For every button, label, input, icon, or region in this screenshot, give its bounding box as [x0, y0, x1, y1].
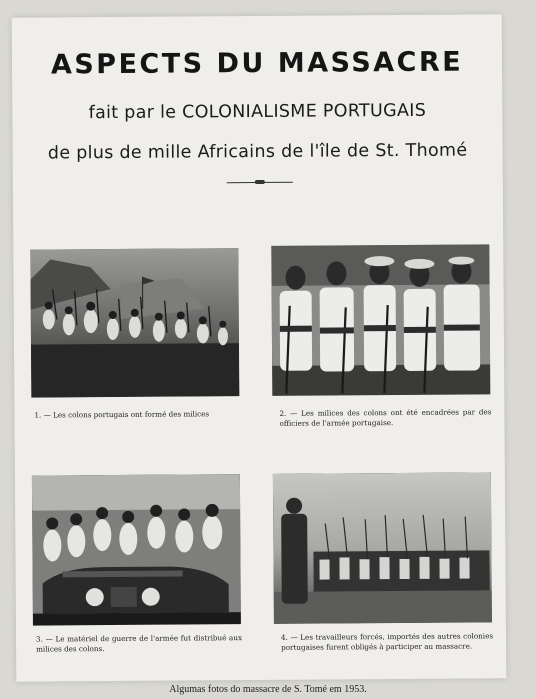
photo-3-war-material: [32, 474, 241, 625]
photo-1-militia-march: [30, 248, 239, 397]
ornamental-divider: [227, 182, 293, 183]
photo-4-caption: 4. — Les travailleurs forcés, importés des autres colonies portugaises furent obligés à participer au massacre.: [280, 631, 494, 652]
poster-subtitle-line-2: de plus de mille Africains de l'île de St. Thomé: [47, 140, 468, 164]
poster-title: ASPECTS DU MASSACRE: [50, 46, 464, 81]
poster-subtitle-line-1: fait par le COLONIALISME PORTUGAIS: [88, 100, 427, 124]
photo-1-caption: 1. — Les colons portugais ont formé des milices: [34, 409, 210, 420]
book-figure-caption: Algumas fotos do massacre de S. Tomé em 1953.: [169, 684, 367, 695]
photo-4-forced-workers: [273, 472, 492, 624]
poster-page: [12, 14, 507, 681]
photo-3-caption: 3. — Le matériel de guerre de l'armée fut distribué aux milices des colons.: [35, 633, 243, 654]
photo-2-officers: [271, 244, 490, 396]
photo-2-caption: 2. — Les milices des colons ont été encadrées par des officiers de l'armée portugaise.: [279, 407, 492, 428]
